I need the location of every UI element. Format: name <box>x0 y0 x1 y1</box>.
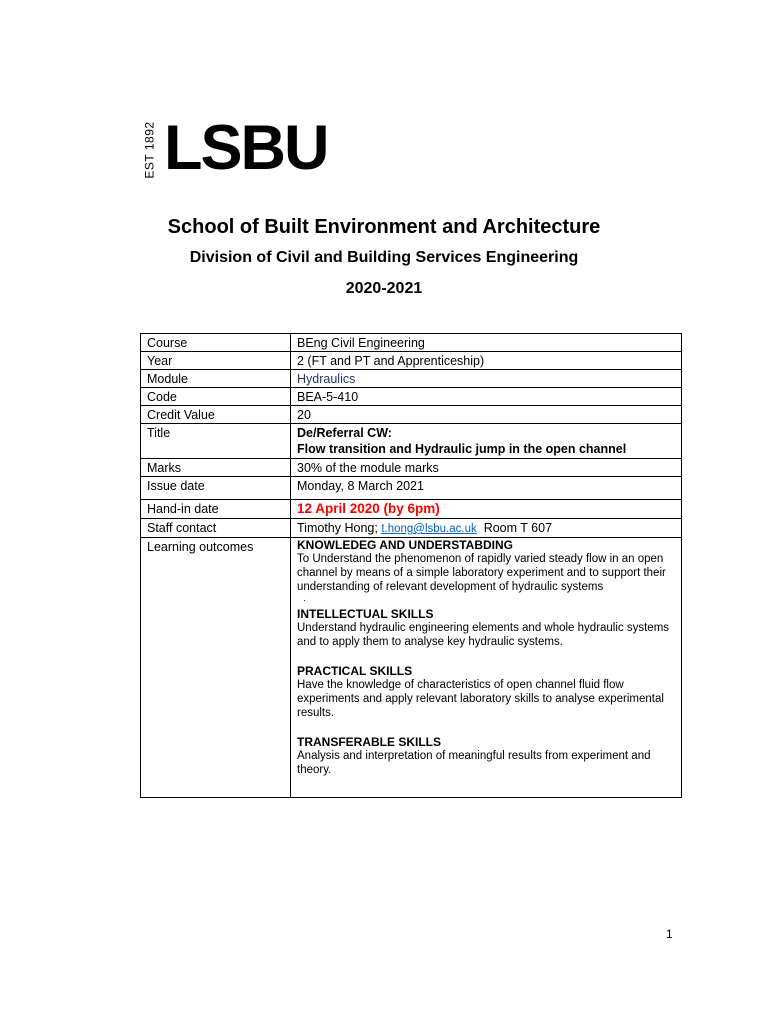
staff-email-link[interactable]: t.hong@lsbu.ac.uk <box>381 523 477 535</box>
title-line-1: De/Referral CW: <box>297 426 392 440</box>
logo-established <box>142 122 158 178</box>
table-row <box>141 477 682 500</box>
school-title: School of Built Environment and Architecture <box>167 216 601 238</box>
table-row <box>141 538 682 798</box>
year-value: 2 (FT and PT and Apprenticeship) <box>291 352 682 370</box>
table-row <box>141 352 682 370</box>
transferable-text: Analysis and interpretation of meaningful results from experiment and theory. <box>297 750 651 776</box>
table-row <box>141 388 682 406</box>
title-line-2: Flow transition and Hydraulic jump in the open channel <box>297 442 627 456</box>
knowledge-heading: KNOWLEDEG AND UNDERSTABDING <box>297 538 513 552</box>
staff-contact-value <box>291 519 682 538</box>
intellectual-heading: INTELLECTUAL SKILLS <box>297 607 434 621</box>
learning-outcomes-label: Learning outcomes <box>141 538 291 798</box>
staff-name: Timothy Hong; <box>297 521 378 535</box>
table-row <box>141 459 682 477</box>
logo-est-text: EST 1892 <box>143 121 157 179</box>
table-row <box>141 519 682 538</box>
credit-label: Credit Value <box>141 406 291 424</box>
academic-year: 2020-2021 <box>345 280 423 297</box>
table-row <box>141 406 682 424</box>
logo-wordmark: LSBU <box>164 113 328 183</box>
transferable-heading: TRANSFERABLE SKILLS <box>297 735 441 749</box>
code-value: BEA-5-410 <box>291 388 682 406</box>
table-row <box>141 424 682 459</box>
code-label: Code <box>141 388 291 406</box>
year-label: Year <box>141 352 291 370</box>
issue-date-label: Issue date <box>141 477 291 500</box>
course-value: BEng Civil Engineering <box>291 334 682 352</box>
marks-value: 30% of the module marks <box>291 459 682 477</box>
module-label: Module <box>141 370 291 388</box>
practical-heading: PRACTICAL SKILLS <box>297 664 413 678</box>
outcome-dot: . <box>303 593 306 604</box>
knowledge-text: To Understand the phenomenon of rapidly varied steady flow in an open channel by means of a simple laboratory experiment and to support their understanding of relevant development of hydraulic systems <box>297 553 666 593</box>
table-row <box>141 334 682 352</box>
learning-outcomes-value <box>291 538 682 798</box>
table-row <box>141 370 682 388</box>
handin-date-label: Hand-in date <box>141 500 291 519</box>
module-value: Hydraulics <box>291 370 682 388</box>
course-label: Course <box>141 334 291 352</box>
page-number: 1 <box>666 927 673 941</box>
intellectual-text: Understand hydraulic engineering elements and whole hydraulic systems and to apply them to analyse key hydraulic systems. <box>297 622 670 648</box>
practical-text: Have the knowledge of characteristics of open channel fluid flow experiments and apply relevant laboratory skills to analyse experimental results. <box>297 679 664 719</box>
title-label: Title <box>141 424 291 459</box>
title-value <box>291 424 682 459</box>
marks-label: Marks <box>141 459 291 477</box>
division-title: Division of Civil and Building Services Engineering <box>189 249 579 266</box>
credit-value: 20 <box>291 406 682 424</box>
issue-date-value: Monday, 8 March 2021 <box>291 477 682 500</box>
table-row <box>141 500 682 519</box>
handin-date-value: 12 April 2020 (by 6pm) <box>291 500 682 519</box>
staff-room: Room T 607 <box>483 521 553 535</box>
module-info-table <box>140 333 682 798</box>
staff-contact-label: Staff contact <box>141 519 291 538</box>
